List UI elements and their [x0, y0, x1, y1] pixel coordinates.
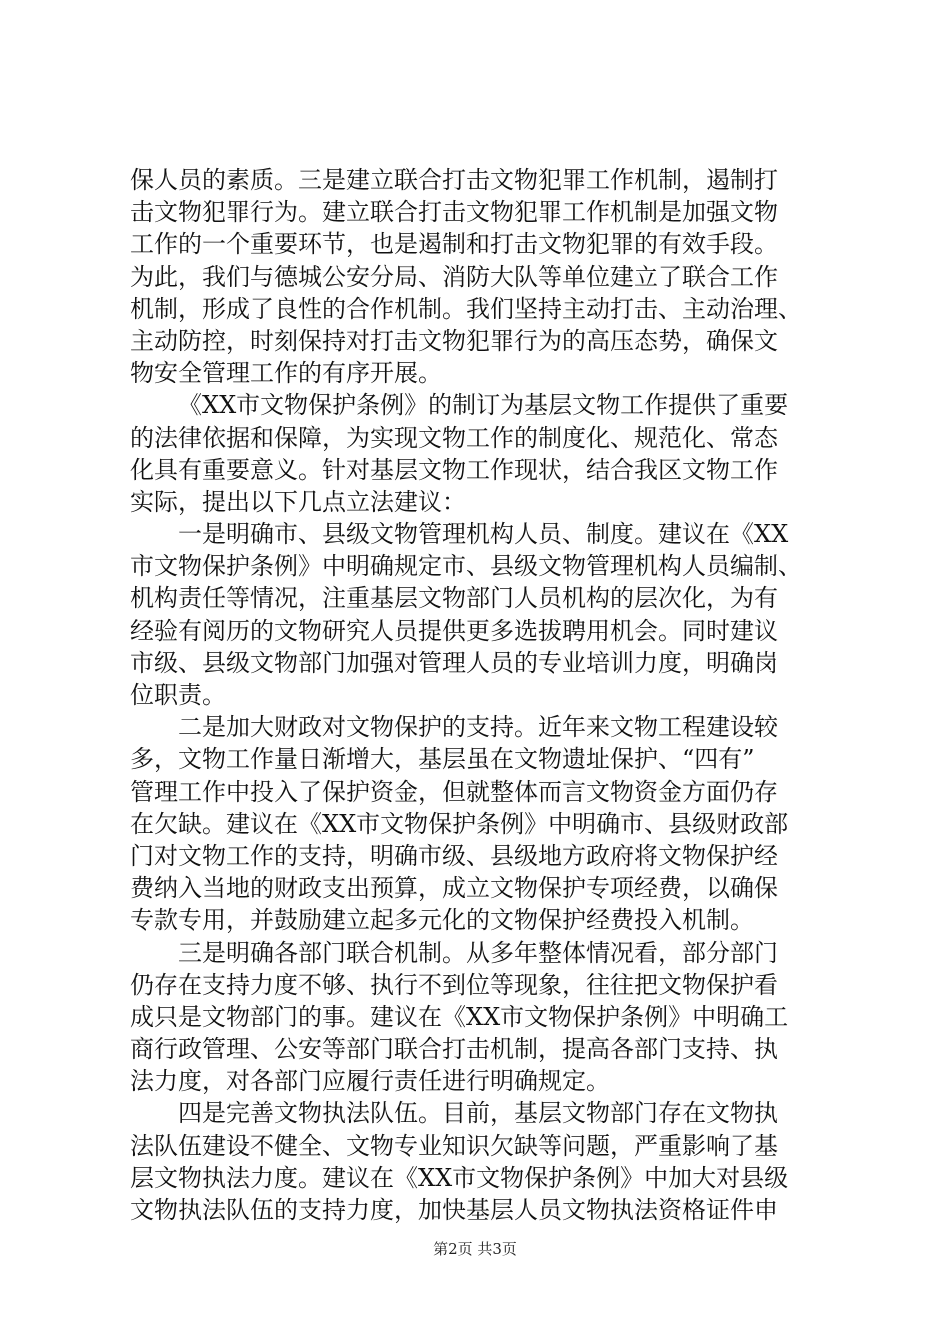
- text-line: 管理工作中投入了保护资金，但就整体而言文物资金方面仍存: [130, 777, 778, 806]
- text-line: 文物执法队伍的支持力度，加快基层人员文物执法资格证件申: [130, 1196, 778, 1224]
- text-line: 法队伍建设不健全、文物专业知识欠缺等问题，严重影响了基: [130, 1131, 778, 1160]
- text-line: 的法律依据和保障，为实现文物工作的制度化、规范化、常态: [130, 423, 778, 452]
- text-line: 在欠缺。建议在《XX市文物保护条例》中明确市、县级财政部: [130, 809, 789, 838]
- text-line: 机构责任等情况，注重基层文物部门人员机构的层次化，为有: [130, 584, 778, 613]
- document-body: [130, 164, 830, 1226]
- text-line: 三是明确各部门联合机制。从多年整体情况看，部分部门: [178, 938, 778, 967]
- text-line: 成只是文物部门的事。建议在《XX市文物保护条例》中明确工: [130, 1002, 789, 1031]
- text-line: 仍存在支持力度不够、执行不到位等现象，往往把文物保护看: [130, 970, 778, 999]
- text-line: 四是完善文物执法队伍。目前，基层文物部门存在文物执: [178, 1099, 778, 1128]
- text-line: 费纳入当地的财政支出预算，成立文物保护专项经费，以确保: [130, 874, 778, 903]
- text-line: 商行政管理、公安等部门联合打击机制，提高各部门支持、执: [130, 1035, 778, 1064]
- text-line: 一是明确市、县级文物管理机构人员、制度。建议在《XX: [178, 520, 789, 549]
- text-line: 击文物犯罪行为。建立联合打击文物犯罪工作机制是加强文物: [130, 198, 778, 227]
- text-line: 多，文物工作量日渐增大，基层虽在文物遗址保护、“四有”: [130, 745, 755, 774]
- text-line: 专款专用，并鼓励建立起多元化的文物保护经费投入机制。: [130, 906, 754, 935]
- text-line: 层文物执法力度。建议在《XX市文物保护条例》中加大对县级: [130, 1163, 789, 1192]
- text-line: 市文物保护条例》中明确规定市、县级文物管理机构人员编制、: [130, 552, 802, 581]
- text-line: 门对文物工作的支持，明确市级、县级地方政府将文物保护经: [130, 841, 778, 870]
- text-line: 主动防控，时刻保持对打击文物犯罪行为的高压态势，确保文: [130, 326, 778, 355]
- text-line: 工作的一个重要环节，也是遏制和打击文物犯罪的有效手段。: [130, 230, 778, 259]
- text-line: 实际，提出以下几点立法建议：: [130, 487, 466, 516]
- text-line: 保人员的素质。三是建立联合打击文物犯罪工作机制，遏制打: [130, 166, 778, 194]
- text-line: 经验有阅历的文物研究人员提供更多选拔聘用机会。同时建议: [130, 616, 778, 645]
- text-line: 《XX市文物保护条例》的制订为基层文物工作提供了重要: [178, 391, 789, 420]
- text-line: 二是加大财政对文物保护的支持。近年来文物工程建设较: [178, 713, 778, 742]
- page-footer: 第2页 共3页: [433, 1240, 517, 1258]
- text-line: 化具有重要意义。针对基层文物工作现状，结合我区文物工作: [130, 455, 778, 484]
- text-line: 机制，形成了良性的合作机制。我们坚持主动打击、主动治理、: [130, 294, 802, 323]
- text-line: 法力度，对各部门应履行责任进行明确规定。: [130, 1067, 610, 1096]
- text-line: 为此，我们与德城公安分局、消防大队等单位建立了联合工作: [130, 262, 778, 291]
- text-line: 位职责。: [130, 681, 226, 709]
- text-line: 市级、县级文物部门加强对管理人员的专业培训力度，明确岗: [130, 648, 778, 677]
- text-line: 物安全管理工作的有序开展。: [130, 359, 442, 388]
